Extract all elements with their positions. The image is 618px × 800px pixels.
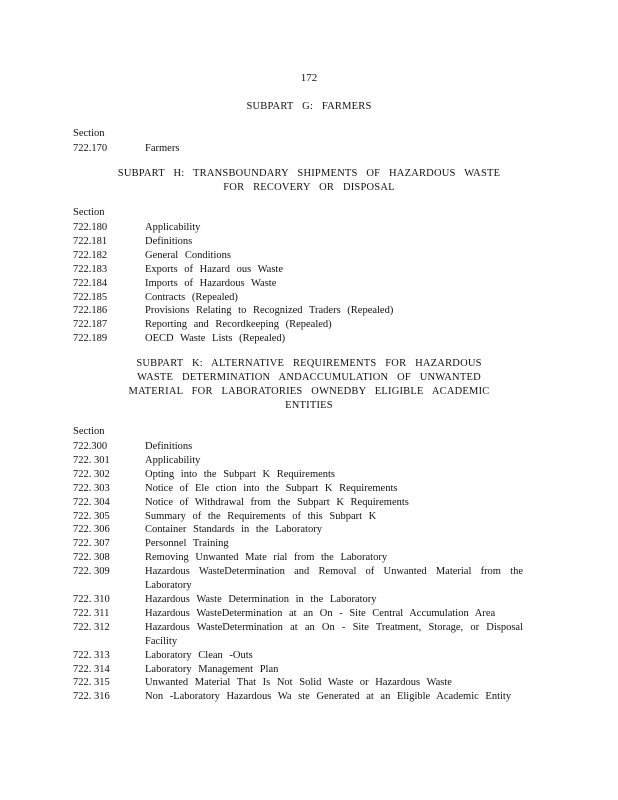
list-item [73,142,523,156]
section-number: 722.182 [73,249,108,261]
list-item [73,332,523,346]
section-number: 722. 310 [73,593,110,605]
section-title: Unwanted Material That Is Not Solid Waste or Hazardous Waste [145,677,452,689]
list-item [73,607,523,621]
list-item [73,676,523,690]
section-number: 722.180 [73,222,108,233]
section-number: 722.181 [73,235,108,247]
section-number: 722. 312 [73,621,110,633]
section-title: Reporting and Recordkeeping (Repealed) [145,319,332,331]
section-number: 722. 305 [73,510,110,522]
section-number: 722.189 [73,333,108,345]
section-number: 722. 307 [73,538,110,550]
list-item [73,690,523,704]
section-number: 722. 309 [73,566,110,578]
list-item [73,649,523,663]
section-title: Imports of Hazardous Waste [145,277,277,289]
list-item [73,304,523,318]
section-number: 722. 301 [73,454,110,466]
list-item [73,510,523,524]
section-title: Applicability [145,222,201,233]
list-item [73,496,523,510]
heading-line: SUBPART G: FARMERS [246,101,372,112]
section-label: Section [73,207,105,218]
list-item [73,221,523,235]
section-number: 722.184 [73,277,108,289]
section-title: Laboratory Management Plan [145,663,279,675]
list-item [73,551,523,565]
list-item [73,468,523,482]
section-title: Farmers [145,143,180,154]
list-item [73,277,523,291]
list-item [73,593,523,607]
section-title: Hazardous WasteDetermination at an On - Site Treatment, Storage, or Disposal Facility [145,621,523,647]
section-title: Removing Unwanted Mate rial from the Laboratory [145,552,388,564]
section-title: Container Standards in the Laboratory [145,524,322,536]
section-number: 722.187 [73,319,108,331]
list-item [73,523,523,537]
section-title: Opting into the Subpart K Requirements [145,468,336,480]
section-title: Applicability [145,454,201,466]
section-number: 722. 303 [73,482,110,494]
heading-line: FOR RECOVERY OR DISPOSAL [223,182,395,193]
section-number: 722.186 [73,305,108,317]
section-number: 722. 311 [73,607,110,619]
section-number: 722. 313 [73,649,110,661]
section-title: Summary of the Requirements of this Subpart K [145,510,377,522]
subpart-g-heading [100,100,518,114]
section-number: 722.300 [73,441,108,452]
list-item [73,621,523,649]
section-title: OECD Waste Lists (Repealed) [145,333,286,345]
subpart-k-section-list [73,440,523,704]
heading-line: WASTE DETERMINATION ANDACCUMULATION OF UNWANTED [137,372,481,383]
list-item [73,663,523,677]
subpart-g-section-list [73,142,523,156]
subpart-h-heading [100,167,518,195]
section-number: 722. 302 [73,468,110,480]
section-title: Hazardous Waste Determination in the Laboratory [145,593,377,605]
section-label: Section [73,426,105,437]
section-number: 722.170 [73,143,108,154]
list-item [73,482,523,496]
section-number: 722.183 [73,263,108,275]
section-title: Non -Laboratory Hazardous Wa ste Generated at an Eligible Academic Entity [145,691,512,703]
section-label: Section [73,128,105,139]
section-number: 722. 315 [73,677,110,689]
subpart-k-heading [100,357,518,413]
section-title: Provisions Relating to Recognized Traders (Repealed) [145,305,394,317]
page-number: 172 [300,72,318,84]
section-number: 722.185 [73,291,108,303]
heading-line: ENTITIES [285,400,333,411]
heading-line: MATERIAL FOR LABORATORIES OWNEDBY ELIGIBLE ACADEMIC [128,386,490,397]
list-item [73,291,523,305]
section-title: Notice of Withdrawal from the Subpart K Requirements [145,496,409,508]
section-title: Definitions [145,235,193,247]
section-title: Hazardous WasteDetermination and Removal of Unwanted Material from the Laboratory [145,566,523,592]
section-number: 722. 308 [73,552,110,564]
list-item [73,565,523,593]
section-title: Exports of Hazard ous Waste [145,263,284,275]
subpart-h-section-list [73,221,523,346]
list-item [73,263,523,277]
heading-line: SUBPART K: ALTERNATIVE REQUIREMENTS FOR HAZARDOUS [136,358,482,369]
heading-line: SUBPART H: TRANSBOUNDARY SHIPMENTS OF HAZARDOUS WASTE [117,168,501,179]
section-number: 722. 306 [73,524,110,536]
section-title: General Conditions [145,249,231,261]
section-title: Contracts (Repealed) [145,291,238,303]
section-title: Definitions [145,441,193,452]
list-item [73,440,523,454]
section-title: Notice of Ele ction into the Subpart K Requirements [145,482,398,494]
section-number: 722. 304 [73,496,110,508]
list-item [73,537,523,551]
list-item [73,235,523,249]
section-title: Personnel Training [145,538,229,550]
list-item [73,249,523,263]
list-item [73,318,523,332]
list-item [73,454,523,468]
section-title: Laboratory Clean -Outs [145,649,253,661]
section-title: Hazardous WasteDetermination at an On - Site Central Accumulation Area [145,607,496,619]
section-number: 722. 314 [73,663,110,675]
section-number: 722. 316 [73,691,110,703]
